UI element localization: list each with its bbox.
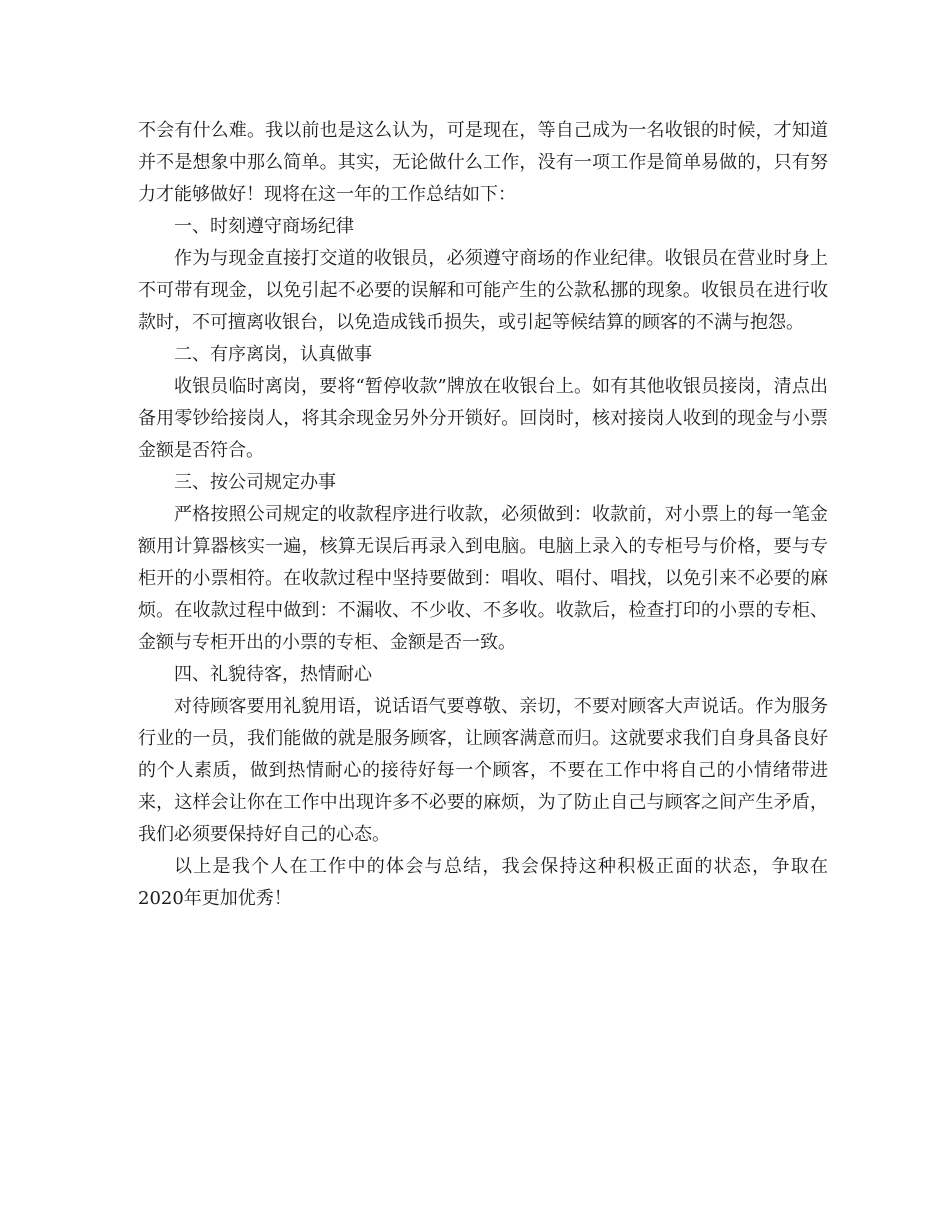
section-heading-3: 三、按公司规定办事 bbox=[174, 472, 336, 493]
section-body-4: 对待顾客要用礼貌用语，说话语气要尊敬、亲切，不要对顾客大声说话。作为服务行业的一员，我们能做的就是服务顾客，让顾客满意而归。这就要求我们自身具备良好的个人素质，做到热情耐心的接待好每一个顾客，不要在工作中将自己的小情绪带进来，这样会让你在工作中出现许多不必要的麻烦，为了防止自己与顾客之间产生矛盾，我们必须要保持好自己的心态。 bbox=[138, 696, 828, 845]
closing-paragraph: 以上是我个人在工作中的体会与总结，我会保持这种积极正面的状态，争取在2020年更加优秀！ bbox=[138, 856, 828, 909]
section-heading-4: 四、礼貌待客，热情耐心 bbox=[174, 664, 372, 685]
section-body-1: 作为与现金直接打交道的收银员，必须遵守商场的作业纪律。收银员在营业时身上不可带有现金，以免引起不必要的误解和可能产生的公款私挪的现象。收银员在进行收款时，不可擅离收银台，以免造成钱币损失，或引起等候结算的顾客的不满与抱怨。 bbox=[138, 248, 828, 333]
intro-paragraph: 不会有什么难。我以前也是这么认为，可是现在，等自己成为一名收银的时候，才知道并不是想象中那么简单。其实，无论做什么工作，没有一项工作是简单易做的，只有努力才能够做好！现将在这一年的工作总结如下： bbox=[138, 120, 828, 205]
document-body bbox=[138, 115, 828, 915]
section-body-2: 收银员临时离岗，要将“暂停收款”牌放在收银台上。如有其他收银员接岗，清点出备用零钞给接岗人，将其余现金另外分开锁好。回岗时，核对接岗人收到的现金与小票金额是否符合。 bbox=[138, 376, 828, 461]
section-body-3: 严格按照公司规定的收款程序进行收款，必须做到：收款前，对小票上的每一笔金额用计算器核实一遍，核算无误后再录入到电脑。电脑上录入的专柜号与价格，要与专柜开的小票相符。在收款过程中坚持要做到：唱收、唱付、唱找，以免引来不必要的麻烦。在收款过程中做到：不漏收、不少收、不多收。收款后，检查打印的小票的专柜、金额与专柜开出的小票的专柜、金额是否一致。 bbox=[138, 504, 828, 653]
section-heading-1: 一、时刻遵守商场纪律 bbox=[174, 216, 354, 237]
section-heading-2: 二、有序离岗，认真做事 bbox=[174, 344, 372, 365]
